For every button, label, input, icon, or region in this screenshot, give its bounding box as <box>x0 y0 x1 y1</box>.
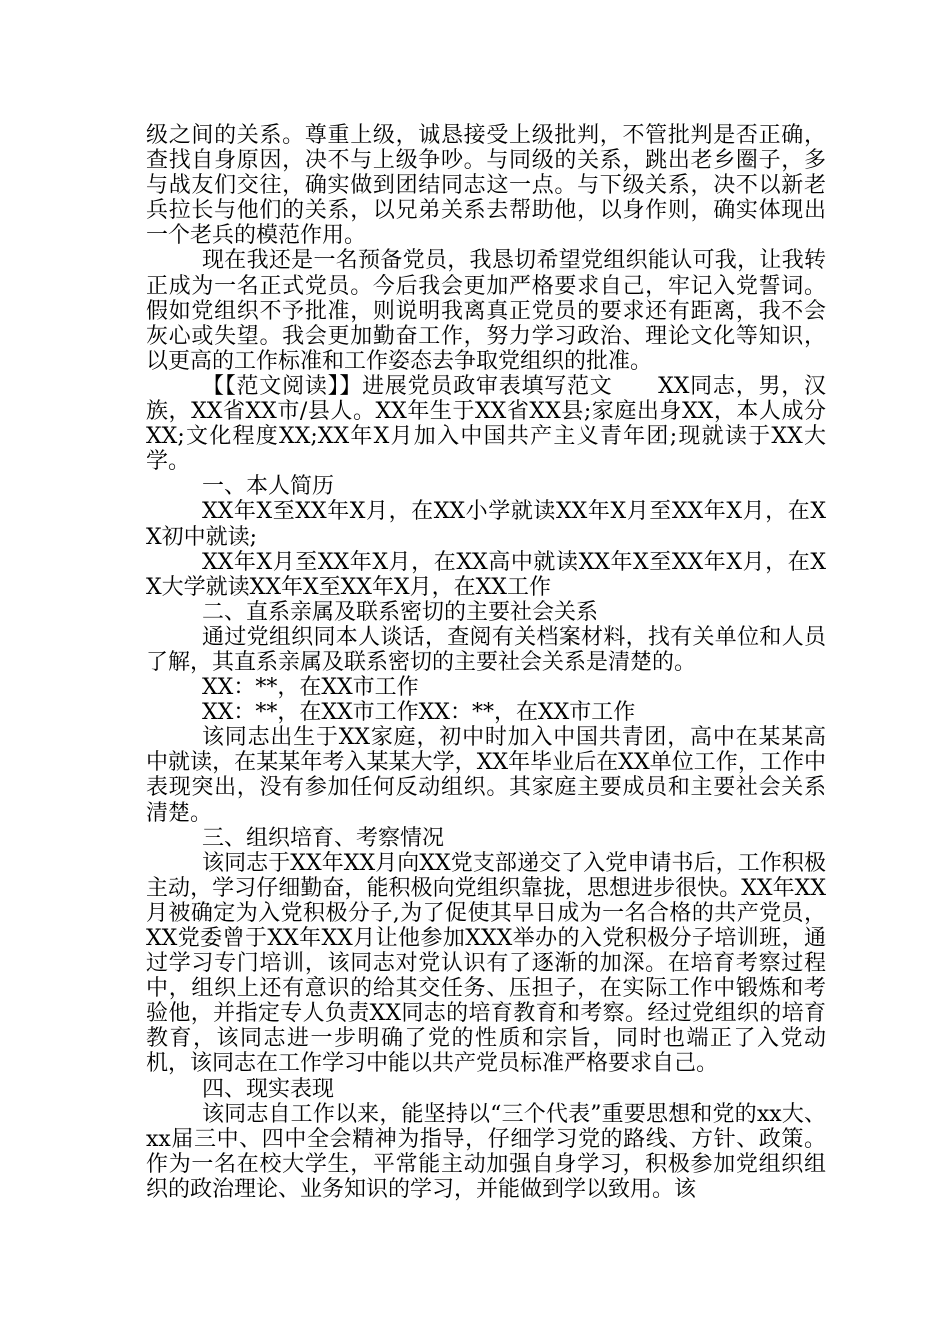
section-heading: 一、本人简历 <box>202 474 335 500</box>
paragraph: 级之间的关系。尊重上级，诚恳接受上级批判，不管批判是否正确，查找自身原因，决不与上级争吵。与同级的关系，跳出老乡圈子，多与战友们交往，确实做到团结同志这一点。与下级关系，决不以新老兵拉长与他们的关系，以兄弟关系去帮助他，以身作则，确实体现出一个老兵的模范作用。 <box>146 123 826 249</box>
paragraph: 通过党组织同本人谈话，查阅有关档案材料，找有关单位和人员了解，其直系亲属及联系密切的主要社会关系是清楚的。 <box>146 624 826 675</box>
section-heading: 四、现实表现 <box>202 1076 335 1102</box>
paragraph: XX：**，在XX市工作XX：**，在XX市工作 <box>202 700 636 726</box>
paragraph: 该同志自工作以来，能坚持以“三个代表”重要思想和党的xx大、xx届三中、四中全会精神为指导，仔细学习党的路线、方针、政策。作为一名在校大学生，平常能主动加强自身学习，积极参加党组织组织的政治理论、业务知识的学习，并能做到学以致用。该 <box>146 1101 826 1202</box>
paragraph: XX：**，在XX市工作 <box>202 675 419 701</box>
paragraph: XX年X月至XX年X月，在XX高中就读XX年X至XX年X月，在XX大学就读XX年X至XX年X月，在XX工作 <box>146 549 826 600</box>
document-page <box>146 123 826 1202</box>
section-heading: 三、组织培育、考察情况 <box>202 825 445 851</box>
paragraph: 该同志于XX年XX月向XX党支部递交了入党申请书后，工作积极主动，学习仔细勤奋，能积极向党组织靠拢，思想进步很快。XX年XX月被确定为入党积极分子,为了促使其早日成为一名合格的共产党员，XX党委曾于XX年XX月让他参加XXX举办的入党积极分子培训班，通过学习专门培训，该同志对党认识有了逐渐的加深。在培育考察过程中，组织上还有意识的给其交任务、压担子，在实际工作中锻炼和考验他，并指定专人负责XX同志的培育教育和考察。经过党组织的培育教育，该同志进一步明确了党的性质和宗旨，同时也端正了入党动机，该同志在工作学习中能以共产党员标准严格要求自己。 <box>146 850 826 1077</box>
section-heading: 二、直系亲属及联系密切的主要社会关系 <box>202 599 599 625</box>
paragraph: 【【范文阅读】】进展党员政审表填写范文 XX同志，男，汉族，XX省XX市/县人。XX年生于XX省XX县;家庭出身XX，本人成分XX;文化程度XX;XX年X月加入中国共产主义青年团;现就读于XX大学。 <box>146 373 826 475</box>
paragraph: 现在我还是一名预备党员，我恳切希望党组织能认可我，让我转正成为一名正式党员。今后我会更加严格要求自己，牢记入党誓词。假如党组织不予批准，则说明我离真正党员的要求还有距离，我不会灰心或失望。我会更加勤奋工作，努力学习政治、理论文化等知识，以更高的工作标准和工作姿态去争取党组织的批准。 <box>146 248 826 374</box>
paragraph: 该同志出生于XX家庭，初中时加入中国共青团，高中在某某高中就读，在某某年考入某某大学，XX年毕业后在XX单位工作，工作中表现突出，没有参加任何反动组织。其家庭主要成员和主要社会关系清楚。 <box>146 725 826 826</box>
paragraph: XX年X至XX年X月，在XX小学就读XX年X月至XX年X月，在XX初中就读; <box>146 499 826 550</box>
